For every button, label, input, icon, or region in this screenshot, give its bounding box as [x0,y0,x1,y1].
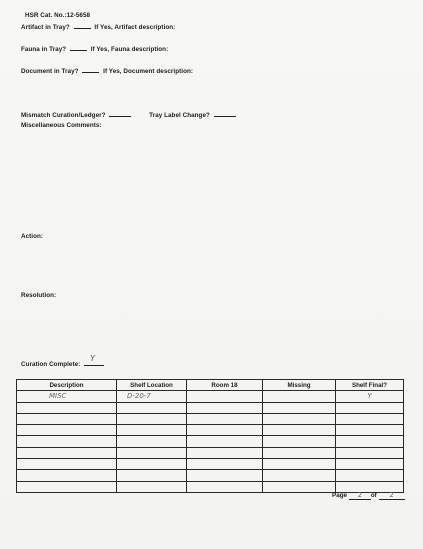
document-question: Document in Tray? [21,68,79,75]
artifact-description-label: If Yes, Artifact description: [94,24,176,31]
page-count [332,491,405,500]
catalog-number-value: 12-5658 [66,12,91,19]
table-row [17,413,404,424]
page-total: 2 [389,491,394,499]
table-row [17,436,404,447]
table-row [17,470,404,481]
fauna-question: Fauna in Tray? [21,46,67,53]
misc-comments-label: Miscellaneous Comments: [21,122,102,129]
mismatch-label: Mismatch Curation/Ledger? [21,112,106,119]
action-label: Action: [21,233,44,240]
header-shelf-final: Shelf Final? [336,380,404,391]
table-row [17,402,404,413]
fauna-description-label: If Yes, Fauna description: [90,46,169,53]
page-label: Page [332,492,348,499]
mismatch-line [21,110,238,119]
resolution-label: Resolution: [21,292,57,299]
catalog-number-label: HSR Cat. No.: [25,12,67,19]
header-shelf-location: Shelf Location [117,380,187,391]
catalog-number-line [25,12,90,19]
document-line [21,66,193,75]
page-current: 2 [357,491,363,499]
row1-shelf-final: Y [336,391,404,402]
row1-missing [263,391,336,402]
tray-contents-table [16,379,404,493]
curation-complete-label: Curation Complete: [21,361,81,368]
table-row [17,447,404,458]
header-room-18: Room 18 [187,380,263,391]
artifact-line [21,22,175,31]
table-row [17,459,404,470]
tray-label-change-label: Tray Label Change? [149,112,210,119]
curation-complete-blank [84,354,104,366]
table-header-row [17,380,404,391]
artifact-question: Artifact in Tray? [21,24,70,31]
row1-description: MISC [17,391,117,402]
fauna-line [21,44,168,53]
row1-shelf-location: D-20-7 [117,391,187,402]
of-label: of [370,492,377,499]
page-total-slot [379,491,405,500]
table-row [17,425,404,436]
page-current-slot [349,491,371,500]
header-missing: Missing [263,380,336,391]
artifact-answer-blank [74,22,91,29]
tray-label-change-blank [214,110,236,117]
row1-room-18 [187,391,263,402]
document-answer-blank [82,66,99,73]
fauna-answer-blank [70,44,87,51]
document-description-label: If Yes, Document description: [103,68,194,75]
header-description: Description [17,380,117,391]
table-row [17,391,404,402]
curation-complete-line [21,354,106,368]
mismatch-answer-blank [109,110,131,117]
curation-complete-handwritten: Y [90,354,96,363]
